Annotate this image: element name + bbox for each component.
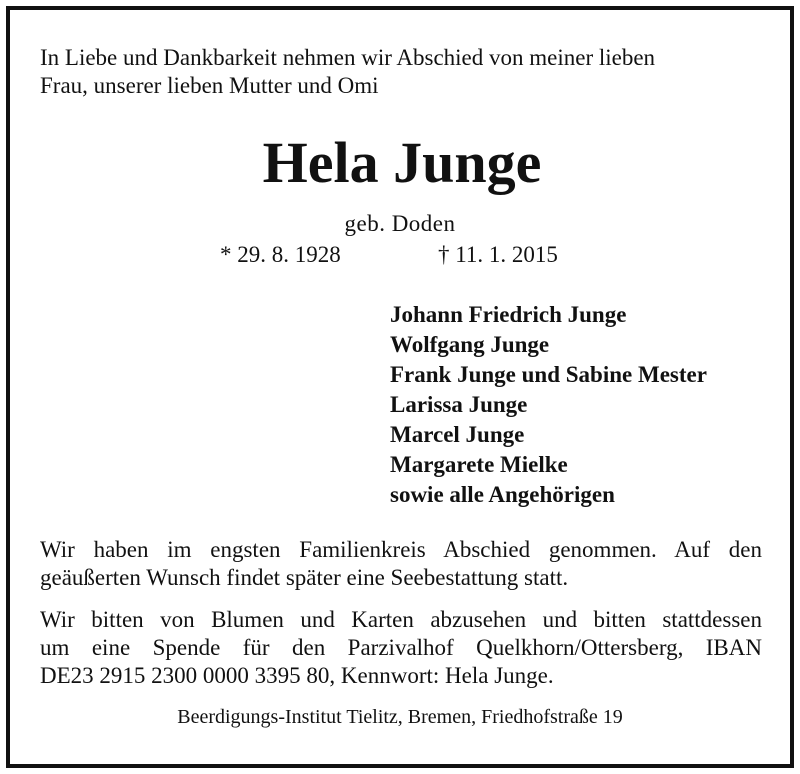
deceased-name: Hela Junge [262, 130, 542, 195]
death-date: † 11. 1. 2015 [438, 242, 558, 267]
mourner-name: Larissa Junge [390, 392, 528, 417]
mourner-name: Marcel Junge [390, 422, 525, 447]
paragraph-line: um eine Spende für den Parzivalhof Quelkhorn/Ottersberg, IBAN [40, 635, 762, 660]
paragraph-line: DE23 2915 2300 0000 3395 80, Kennwort: Hela Junge. [40, 663, 554, 688]
donation-paragraph [40, 606, 762, 690]
intro-text [40, 44, 655, 100]
maiden-name: geb. Doden [344, 211, 456, 236]
paragraph-line: Wir bitten von Blumen und Karten abzusehen und bitten stattdessen [40, 607, 762, 632]
intro-line: In Liebe und Dankbarkeit nehmen wir Abschied von meiner lieben [40, 45, 656, 70]
mourner-name: sowie alle Angehörigen [390, 482, 615, 507]
mourner-name: Wolfgang Junge [390, 332, 550, 357]
mourner-name: Johann Friedrich Junge [390, 302, 627, 327]
paragraph-line: Wir haben im engsten Familienkreis Abschied genommen. Auf den [40, 537, 762, 562]
mourners-list [390, 300, 707, 510]
mourner-name: Margarete Mielke [390, 452, 568, 477]
intro-line: Frau, unserer lieben Mutter und Omi [40, 73, 379, 98]
paragraph-line: geäußerten Wunsch findet später eine Seebestattung statt. [40, 565, 569, 590]
burial-info-paragraph [40, 536, 762, 592]
funeral-home-footer: Beerdigungs-Institut Tielitz, Bremen, Friedhofstraße 19 [177, 706, 623, 728]
mourner-name: Frank Junge und Sabine Mester [390, 362, 707, 387]
birth-date: * 29. 8. 1928 [220, 242, 341, 267]
